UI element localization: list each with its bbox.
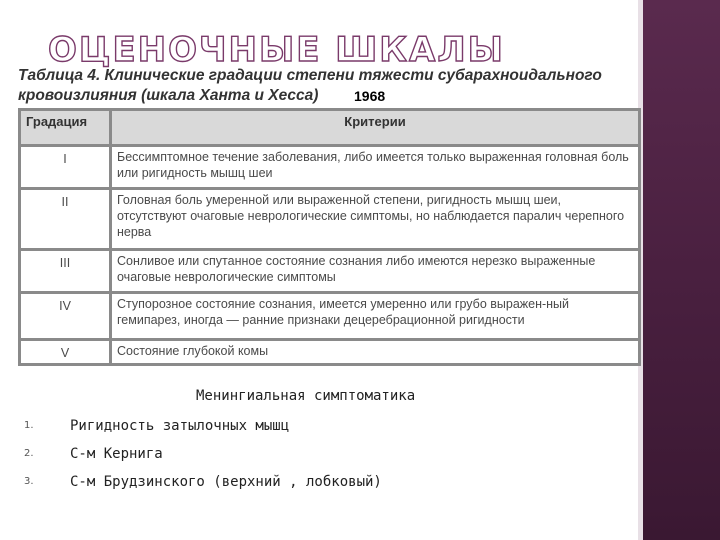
list-text: Ригидность затылочных мышц xyxy=(70,418,290,434)
caption-text: Таблица 4. Клинические градации степени тяжести субарахноидального кровоизлияния (шкала Ханта и Хесса) xyxy=(18,67,602,104)
list-text: С-м Кернига xyxy=(70,446,163,462)
table-row xyxy=(21,341,638,363)
list-text: С-м Брудзинского (верхний , лобковый) xyxy=(70,474,382,490)
table-header-row xyxy=(21,111,638,144)
header-criteria: Критерии xyxy=(112,111,638,144)
criteria-cell: Ступорозное состояние сознания, имеется умеренно или грубо выражен-ный гемипарез, иногда — ранние признаки децеребрационной ригидности xyxy=(112,294,638,338)
decorative-sidebar xyxy=(643,0,720,540)
caption-year: 1968 xyxy=(354,88,386,104)
table-row xyxy=(21,190,638,248)
criteria-cell: Бессимптомное течение заболевания, либо имеется только выраженная головная боль или ригидность мышц шеи xyxy=(112,147,638,187)
grade-cell: II xyxy=(21,190,109,248)
table-row xyxy=(21,294,638,338)
table-row xyxy=(21,147,638,187)
grade-cell: IV xyxy=(21,294,109,338)
meningeal-title: Менингиальная симптоматика xyxy=(196,388,416,404)
grading-table xyxy=(18,108,641,366)
criteria-cell: Состояние глубокой комы xyxy=(112,341,638,363)
hunt-hess-table xyxy=(18,108,641,366)
criteria-cell: Сонливое или спутанное состояние сознания либо имеются нерезко выраженные очаговые неврологические симптомы xyxy=(112,251,638,291)
grade-cell: I xyxy=(21,147,109,187)
grade-cell: III xyxy=(21,251,109,291)
table-caption xyxy=(18,66,638,106)
slide-title: ОЦЕНОЧНЫЕ ШКАЛЫ xyxy=(48,30,505,70)
list-number: 2. xyxy=(24,448,34,459)
header-grade: Градация xyxy=(21,111,109,144)
grade-cell: V xyxy=(21,341,109,363)
criteria-cell: Головная боль умеренной или выраженной степени, ригидность мышц шеи, отсутствуют очаговые неврологические симптомы, но наблюдается паралич черепного нерва xyxy=(112,190,638,248)
table-row xyxy=(21,251,638,291)
list-number: 1. xyxy=(24,420,34,431)
list-number: 3. xyxy=(24,476,34,487)
